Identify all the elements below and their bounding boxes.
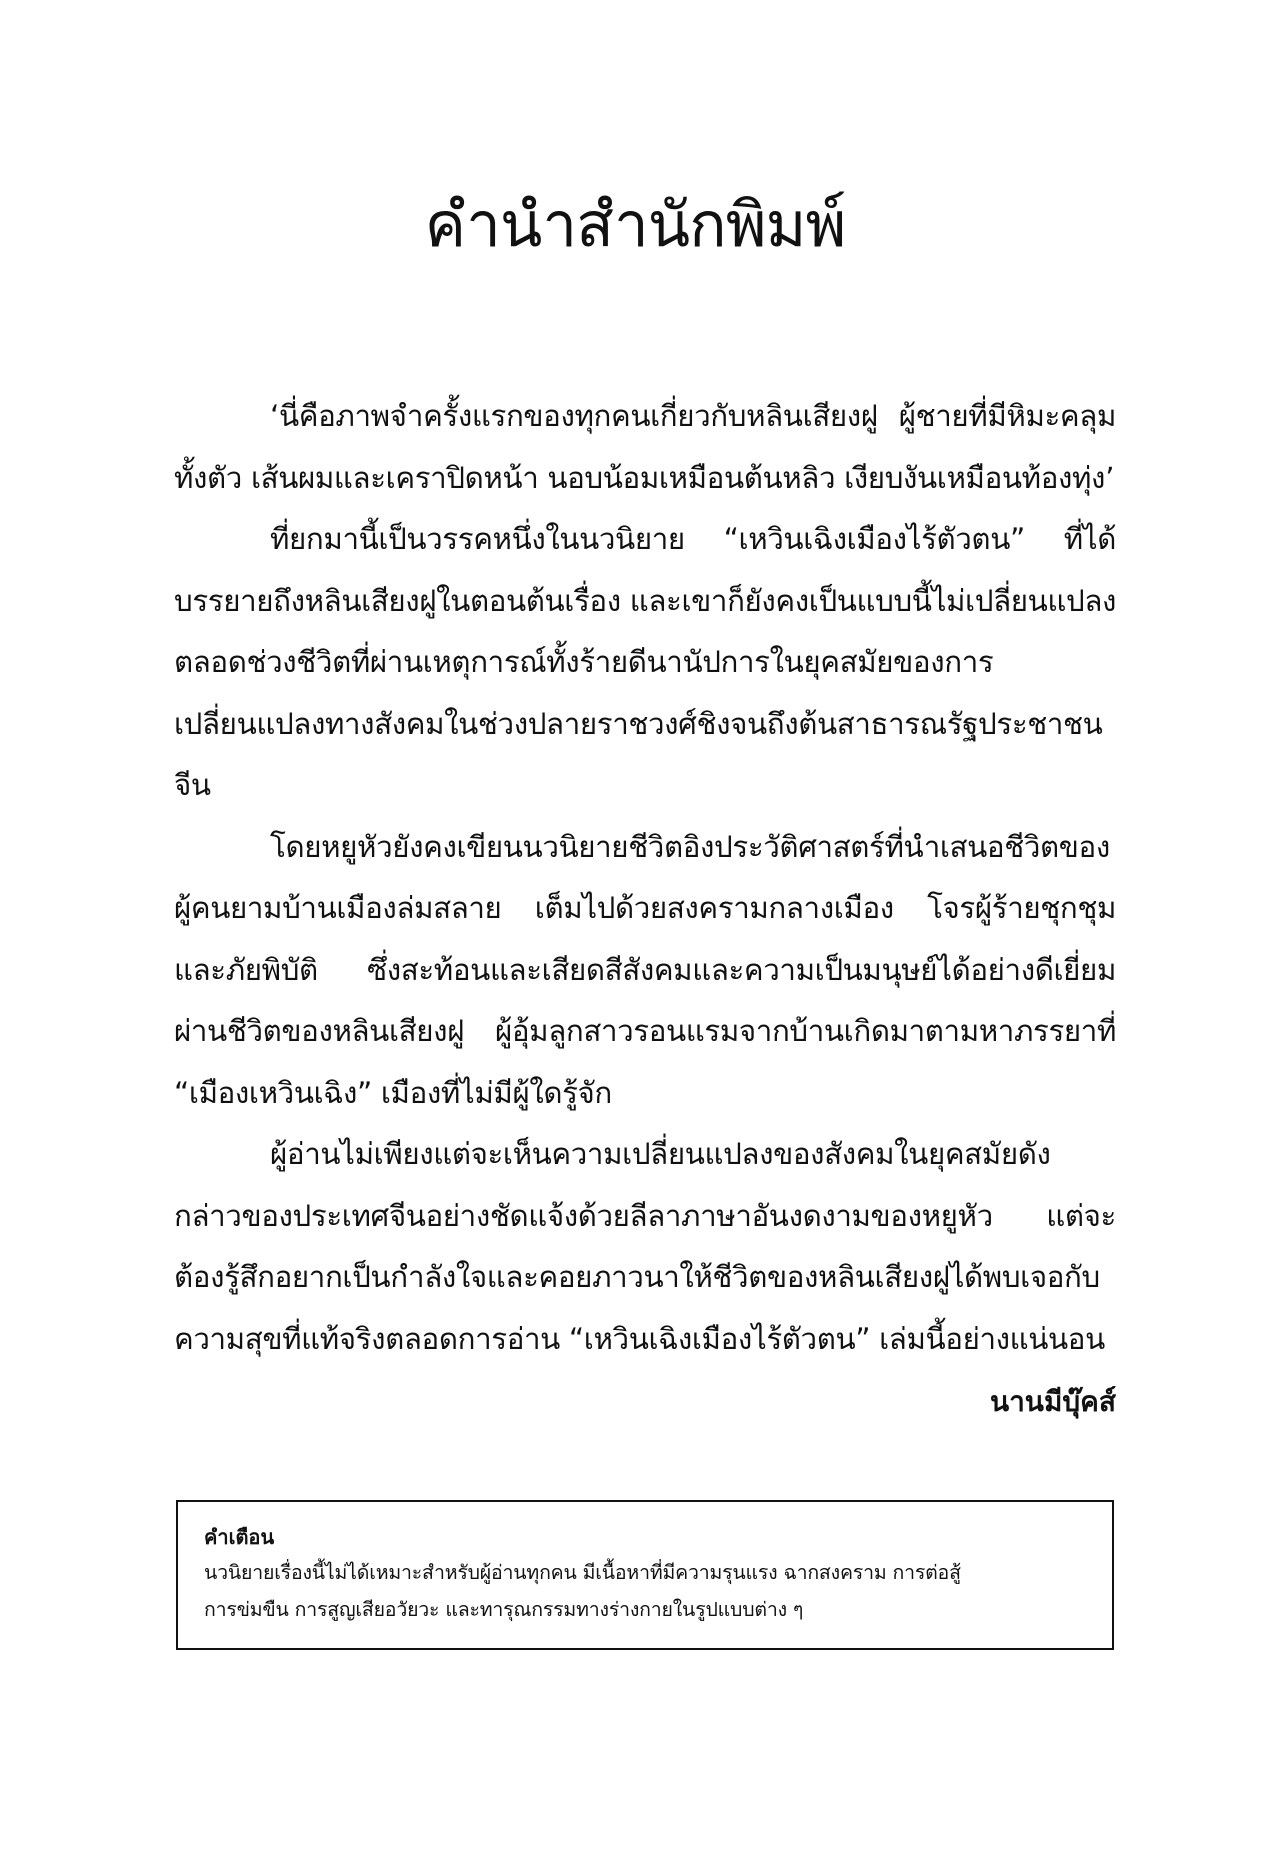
publisher-signature: นานมีบุ๊คส์ [989,1385,1116,1418]
preface-paragraph-4: ผู้อ่านไม่เพียงแต่จะเห็นความเปลี่ยนแปลงของสังคมในยุคสมัยดังกล่าวของประเทศจีนอย่างชัดแจ้งด้วยลีลาภาษาอันงดงามของหยูหัว แต่จะต้องรู้สึกอยากเป็นกำลังใจและคอยภาวนาให้ชีวิตของหลินเสียงฝูได้พบเจอกับความสุขที่แท้จริงตลอดการอ่าน “เหวินเฉิงเมืองไร้ตัวตน” เล่มนี้อย่างแน่นอน [174,1137,1116,1356]
warning-text-line-2: การข่มขืน การสูญเสียอวัยวะ และทารุณกรรมทางร่างกายในรูปแบบต่าง ๆ [204,1598,804,1621]
preface-paragraph-2: ที่ยกมานี้เป็นวรรคหนึ่งในนวนิยาย “เหวินเฉิงเมืองไร้ตัวตน” ที่ได้บรรยายถึงหลินเสียงฝูในตอนต้นเรื่อง และเขาก็ยังคงเป็นแบบนี้ไม่เปลี่ยนแปลงตลอดช่วงชีวิตที่ผ่านเหตุการณ์ทั้งร้ายดีนานัปการในยุคสมัยของการเปลี่ยนแปลงทางสังคมในช่วงปลายราชวงศ์ชิงจนถึงต้นสาธารณรัฐประชาชนจีน [174,522,1117,802]
warning-text-line-1: นวนิยายเรื่องนี้ไม่ได้เหมาะสำหรับผู้อ่านทุกคน มีเนื้อหาที่มีความรุนแรง ฉากสงคราม การต่อสู้ [204,1561,961,1584]
warning-box [176,1500,1114,1650]
page-title: คำนำสำนักพิมพ์ [424,188,846,261]
preface-paragraph-1: ‘นี่คือภาพจำครั้งแรกของทุกคนเกี่ยวกับหลินเสียงฝู ผู้ชายที่มีหิมะคลุมทั้งตัว เส้นผมและเคราปิดหน้า นอบน้อมเหมือนต้นหลิว เงียบงันเหมือนท้องทุ่ง’ [174,399,1116,495]
warning-title: คำเตือน [204,1525,275,1549]
preface-paragraph-3: โดยหยูหัวยังคงเขียนนวนิยายชีวิตอิงประวัติศาสตร์ที่นำเสนอชีวิตของผู้คนยามบ้านเมืองล่มสลาย เต็มไปด้วยสงครามกลางเมือง โจรผู้ร้ายชุกชุม และภัยพิบัติ ซึ่งสะท้อนและเสียดสีสังคมและความเป็นมนุษย์ได้อย่างดีเยี่ยม ผ่านชีวิตของหลินเสียงฝู ผู้อุ้มลูกสาวรอนแรมจากบ้านเกิดมาตามหาภรรยาที่ “เมืองเหวินเฉิง” เมืองที่ไม่มีผู้ใดรู้จัก [174,829,1116,1110]
preface-body [174,386,1116,1370]
